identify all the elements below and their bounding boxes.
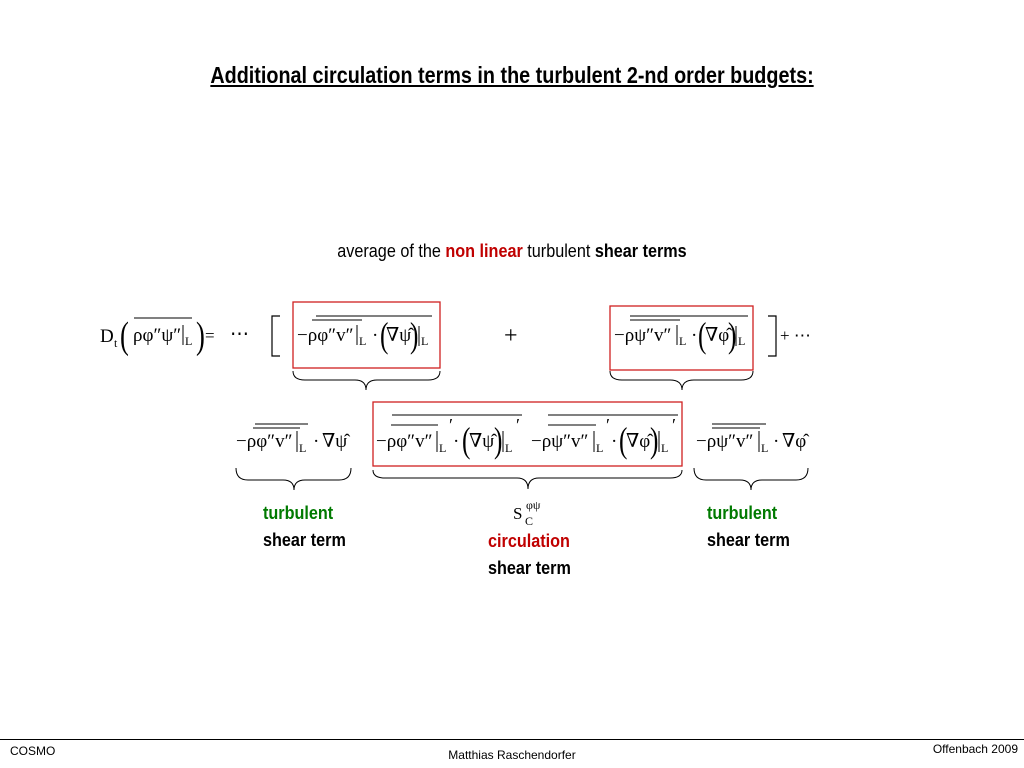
mid1-sub-L2: L	[505, 441, 513, 455]
brace-bottom-center	[373, 470, 682, 489]
brace-bottom-right	[694, 468, 808, 490]
label-center	[488, 528, 571, 582]
mid-term2: −ρψ″v″	[531, 431, 589, 452]
mid1-sub-L: L	[439, 441, 447, 455]
bracket-open	[272, 316, 280, 356]
circulation-symbol	[513, 498, 541, 528]
equation-bottom	[236, 402, 809, 466]
term2-sub-L2: L	[738, 334, 746, 348]
mid1-prime2: ′	[516, 415, 520, 435]
equation-top	[100, 302, 811, 370]
subtitle-middle: turbulent	[522, 241, 595, 261]
term2-grad: ∇φ̂	[705, 325, 730, 346]
mid1-prime: ′	[449, 415, 453, 435]
mid2-paren-close: )	[650, 419, 659, 461]
lhs-sub-L: L	[185, 334, 193, 348]
symbol-sub-C: C	[525, 514, 534, 528]
brace-left	[293, 371, 440, 390]
slide-title: Additional circulation terms in the turbulent 2-nd order budgets:	[210, 62, 814, 88]
mid1-paren-open: (	[462, 419, 471, 461]
mid2-sub-L: L	[596, 441, 604, 455]
label-right	[707, 500, 790, 554]
right-dot: ·	[773, 431, 780, 452]
term2-dot: ·	[691, 325, 698, 346]
right-term: −ρψ″v″	[696, 431, 754, 452]
label-right-line2: shear term	[707, 530, 790, 550]
plus-sign: +	[504, 323, 518, 349]
mid-term1: −ρφ″v″	[376, 431, 433, 452]
term1-paren-open: (	[380, 314, 389, 356]
dots-left: ⋯	[230, 324, 249, 345]
term1-sub-L2: L	[421, 334, 429, 348]
term2-paren-close: )	[728, 314, 737, 356]
mid2-prime2: ′	[672, 415, 676, 435]
left-dot: ·	[313, 431, 320, 452]
term1-sub-L: L	[359, 334, 367, 348]
subtitle-highlight: non linear	[445, 241, 523, 261]
lhs-paren-open: (	[120, 315, 129, 358]
term1-paren-close: )	[410, 314, 419, 356]
symbol-S: S	[513, 504, 523, 523]
label-left-line2: shear term	[263, 530, 346, 550]
footer-center: Matthias Raschendorfer	[448, 748, 576, 762]
brace-right	[610, 371, 753, 390]
trailing-terms: + ⋯	[780, 326, 811, 345]
term2-sub-L: L	[679, 334, 687, 348]
equals-sign: =	[205, 326, 215, 345]
lhs-sub: t	[114, 336, 118, 350]
brace-bottom-left	[236, 468, 351, 490]
mid2-sub-L2: L	[661, 441, 669, 455]
label-center-line2: shear term	[488, 558, 571, 578]
mid2-dot: ·	[611, 431, 618, 452]
term2-body: −ρψ″v″	[614, 325, 672, 346]
right-grad: ∇φ̂	[782, 431, 807, 452]
lhs-body: ρφ″ψ″	[133, 325, 182, 346]
left-grad: ∇ψ̂	[322, 431, 348, 452]
label-left-line1: turbulent	[263, 503, 334, 523]
label-left	[263, 500, 346, 554]
right-sub-L: L	[761, 441, 769, 455]
mid2-prime: ′	[606, 415, 610, 435]
term2-paren-open: (	[698, 314, 707, 356]
left-sub-L: L	[299, 441, 307, 455]
symbol-sup-phipsi: φψ	[526, 498, 541, 512]
mid1-dot: ·	[453, 431, 460, 452]
mid-grad2: ∇φ̂	[626, 431, 651, 452]
mid2-paren-open: (	[619, 419, 628, 461]
footer-divider	[0, 739, 1024, 740]
label-right-line1: turbulent	[707, 503, 778, 523]
footer-right: Offenbach 2009	[932, 742, 1018, 756]
label-center-line1: circulation	[488, 531, 570, 551]
term1-body: −ρφ″v″	[297, 325, 354, 346]
mid-grad1: ∇ψ̂	[469, 431, 495, 452]
subtitle-bold-end: shear terms	[594, 241, 687, 261]
lhs-operator: D	[100, 326, 114, 347]
lhs-paren-close: )	[196, 315, 205, 358]
term1-dot: ·	[372, 325, 379, 346]
subtitle-prefix: average of the	[337, 241, 446, 261]
bracket-close	[768, 316, 776, 356]
footer-left: COSMO	[10, 744, 56, 758]
left-term: −ρφ″v″	[236, 431, 293, 452]
mid1-paren-close: )	[494, 419, 503, 461]
term1-grad: ∇ψ̂	[386, 325, 412, 346]
